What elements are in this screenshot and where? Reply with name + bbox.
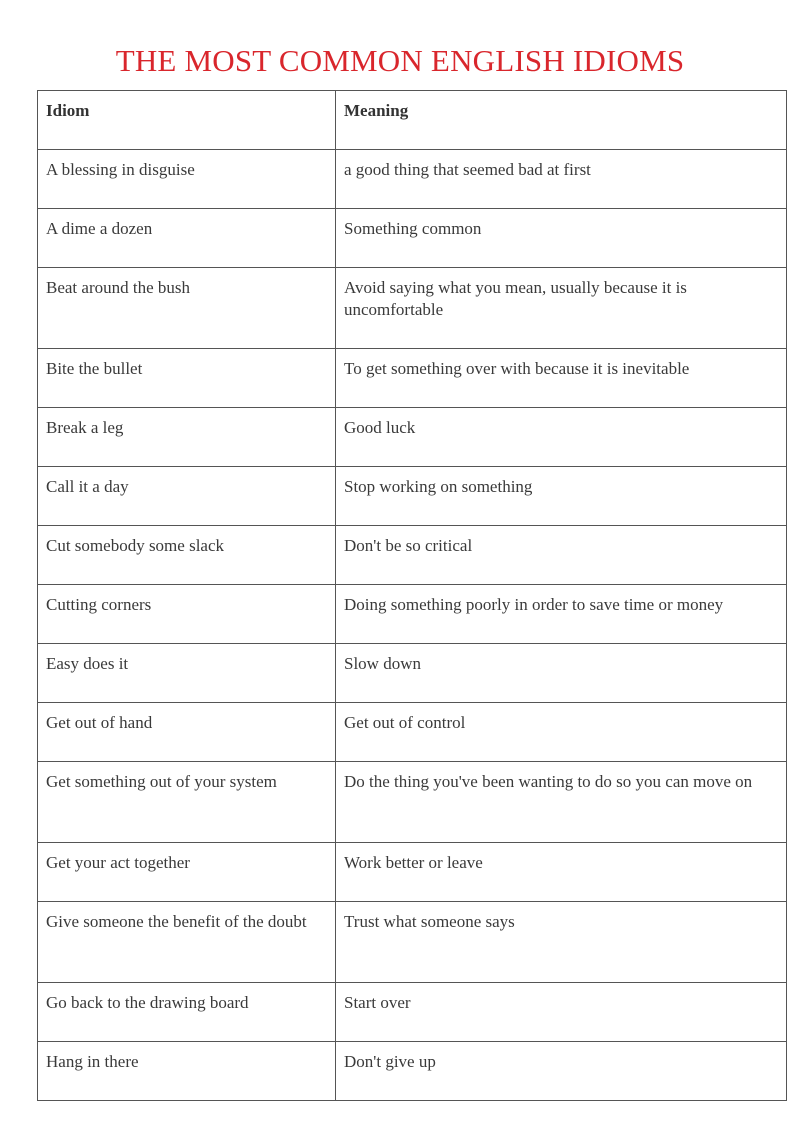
meaning-cell: Start over [336, 983, 787, 1042]
meaning-cell: Good luck [336, 408, 787, 467]
meaning-cell: Stop working on something [336, 467, 787, 526]
idiom-cell: Bite the bullet [38, 349, 336, 408]
table-row [38, 762, 787, 843]
idiom-cell: Cutting corners [38, 585, 336, 644]
idiom-cell: Easy does it [38, 644, 336, 703]
table-row [38, 268, 787, 349]
table-row [38, 408, 787, 467]
idiom-cell: A dime a dozen [38, 209, 336, 268]
meaning-cell: Don't be so critical [336, 526, 787, 585]
idiom-cell: Get your act together [38, 843, 336, 902]
idiom-cell: Get out of hand [38, 703, 336, 762]
meaning-cell: Trust what someone says [336, 902, 787, 983]
meaning-cell: Do the thing you've been wanting to do so you can move on [336, 762, 787, 843]
idiom-cell: Break a leg [38, 408, 336, 467]
table-row [38, 349, 787, 408]
table-row [38, 209, 787, 268]
idiom-cell: Get something out of your system [38, 762, 336, 843]
table-row [38, 983, 787, 1042]
idiom-cell: Call it a day [38, 467, 336, 526]
meaning-cell: Don't give up [336, 1042, 787, 1101]
page-title: THE MOST COMMON ENGLISH IDIOMS [115, 43, 685, 78]
idiom-cell: Hang in there [38, 1042, 336, 1101]
meaning-cell: Doing something poorly in order to save time or money [336, 585, 787, 644]
idiom-cell: Go back to the drawing board [38, 983, 336, 1042]
idiom-cell: Beat around the bush [38, 268, 336, 349]
table-row [38, 644, 787, 703]
idiom-cell: A blessing in disguise [38, 150, 336, 209]
idioms-table [37, 90, 787, 1101]
meaning-cell: Work better or leave [336, 843, 787, 902]
table-row [38, 902, 787, 983]
table-row [38, 1042, 787, 1101]
table-row [38, 150, 787, 209]
meaning-cell: Get out of control [336, 703, 787, 762]
table-row [38, 526, 787, 585]
table-row [38, 467, 787, 526]
idiom-cell: Cut somebody some slack [38, 526, 336, 585]
table-row [38, 703, 787, 762]
column-header-meaning: Meaning [336, 91, 787, 150]
idiom-cell: Give someone the benefit of the doubt [38, 902, 336, 983]
table-header-row [38, 91, 787, 150]
meaning-cell: To get something over with because it is inevitable [336, 349, 787, 408]
meaning-cell: Avoid saying what you mean, usually because it is uncomfortable [336, 268, 787, 349]
meaning-cell: Slow down [336, 644, 787, 703]
column-header-idiom: Idiom [38, 91, 336, 150]
meaning-cell: Something common [336, 209, 787, 268]
meaning-cell: a good thing that seemed bad at first [336, 150, 787, 209]
table-row [38, 585, 787, 644]
table-row [38, 843, 787, 902]
